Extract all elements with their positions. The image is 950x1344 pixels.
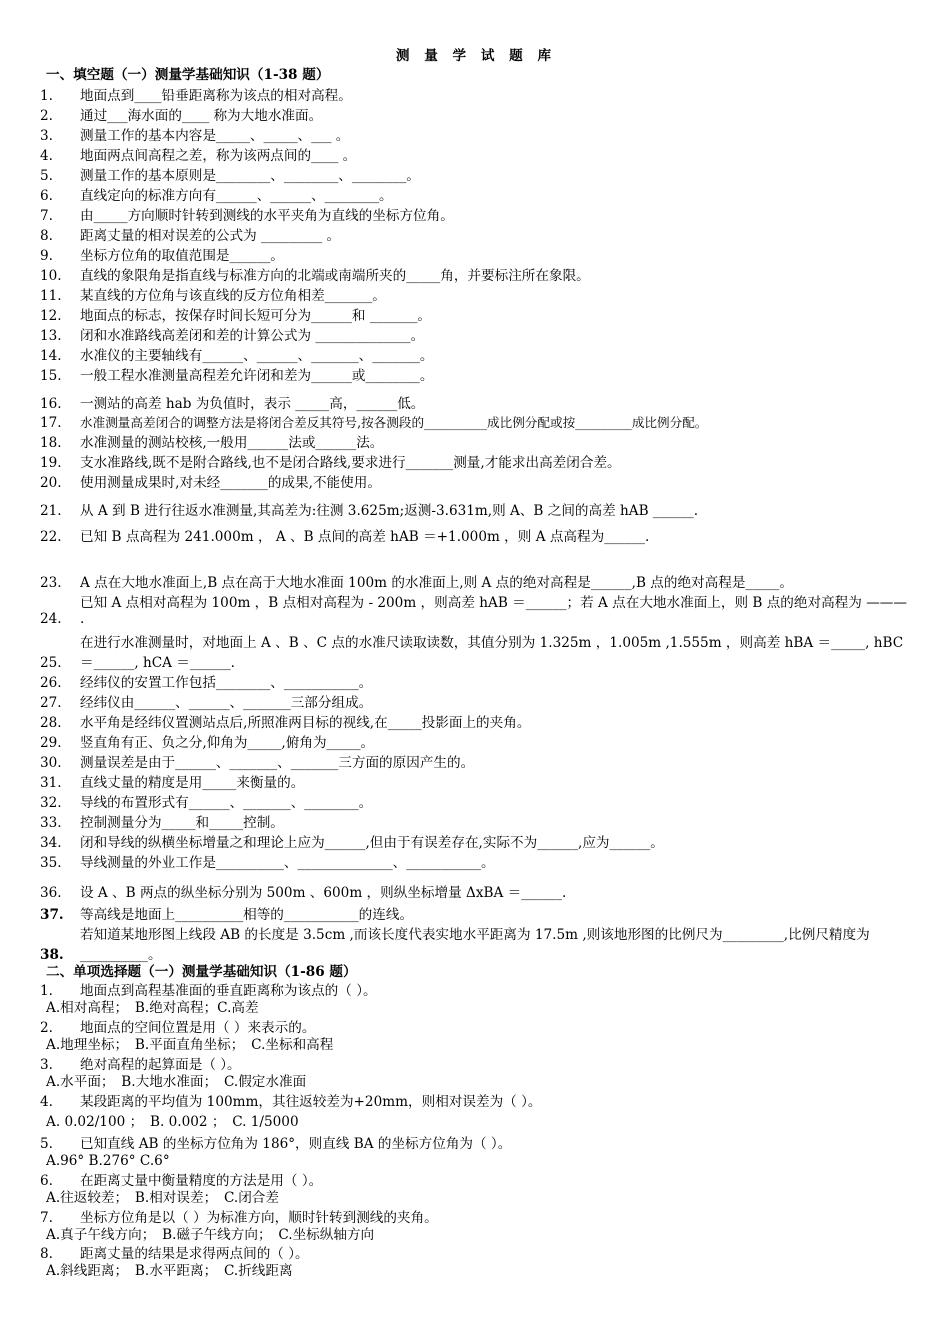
fill-question: [40, 731, 912, 751]
question-number: 6.: [40, 1172, 53, 1189]
question-number: 5.: [40, 1136, 53, 1153]
question-text: 测量误差是由于______、_______、_______三方面的原因产生的。: [80, 755, 475, 771]
question-number: 35.: [40, 855, 62, 871]
fill-question: [40, 184, 912, 204]
question-number: 20.: [40, 475, 62, 491]
choice-question: [40, 1018, 912, 1036]
question-text: 导线测量的外业工作是__________、______________、___________。: [80, 855, 495, 871]
fill-question: [40, 519, 912, 545]
question-text: 闭和水准路线高差闭和差的计算公式为 ______________。: [80, 328, 425, 344]
fill-question: [40, 711, 912, 731]
question-text: 通过___海水面的____ 称为大地水准面。: [80, 108, 323, 124]
question-number: 12.: [40, 308, 62, 324]
answer-options: A.真子午线方向； B.磁子午线方向； C.坐标纵轴方向: [46, 1226, 375, 1243]
question-text: 已知 A 点相对高程为 100m ，B 点相对高程为 - 200m ，则高差 hAB ＝______；若 A 点在大地水准面上，则 B 点的绝对高程为 ——— .: [80, 595, 907, 627]
question-number: 1.: [40, 983, 53, 1000]
question-number: 3.: [40, 1056, 53, 1073]
section-heading-choice: 二、单项选择题（一）测量学基础知识（1-86 题）: [46, 964, 357, 980]
question-number: 10.: [40, 268, 62, 284]
fill-question: [40, 104, 912, 124]
question-text: 地面点的标志，按保存时间长短可分为______和 _______。: [80, 308, 431, 324]
question-text: 水准测量的测站校核,一般用______法或______法。: [80, 435, 384, 451]
fill-question: [40, 264, 912, 284]
question-text: 导线的布置形式有______、_______、________。: [80, 795, 373, 811]
question-text: 测量工作的基本原则是________、________、________。: [80, 168, 420, 184]
question-number: 3.: [40, 128, 53, 144]
question-number: 8.: [40, 228, 53, 244]
choice-question: [40, 981, 912, 999]
question-number: 14.: [40, 348, 62, 364]
question-text: 某直线的方位角与该直线的反方位角相差_______。: [80, 288, 386, 304]
choice-question-list: [40, 981, 912, 1281]
question-text: 已知直线 AB 的坐标方位角为 186°，则直线 BA 的坐标方位角为（ ）。: [80, 1136, 512, 1153]
question-number: 34.: [40, 835, 62, 851]
fill-question: [40, 324, 912, 344]
answer-options: A.水平面； B.大地水准面； C.假定水准面: [46, 1073, 307, 1090]
question-number: 24.: [40, 611, 62, 627]
choice-question: [40, 1091, 912, 1109]
question-number: 17.: [40, 415, 62, 431]
question-number: 5.: [40, 168, 53, 184]
question-text: 地面点到____铅垂距离称为该点的相对高程。: [80, 88, 352, 104]
choice-question: [40, 1207, 912, 1225]
fill-question: [40, 144, 912, 164]
fill-question: [40, 751, 912, 771]
choice-question: [40, 1244, 912, 1262]
fill-question: [40, 451, 912, 471]
question-number: 4.: [40, 148, 53, 164]
question-number: 33.: [40, 815, 62, 831]
question-number: 28.: [40, 715, 62, 731]
question-text: 在进行水准测量时，对地面上 A 、B 、C 点的水准尺读取读数，其值分别为 1.325m ，1.005m ,1.555m ，则高差 hBA ＝_____, hBC ＝______, hCA ＝______.: [80, 635, 904, 671]
question-number: 1.: [40, 88, 53, 104]
fill-question: [40, 431, 912, 451]
answer-options: A.往返较差； B.相对误差； C.闭合差: [46, 1189, 279, 1206]
fill-question: [40, 691, 912, 711]
question-text: 测量工作的基本内容是_____、_____、___ 。: [80, 128, 350, 144]
answer-options: A.地理坐标； B.平面直角坐标； C.坐标和高程: [46, 1037, 334, 1054]
question-text: 坐标方位角的取值范围是______。: [80, 248, 284, 264]
question-number: 26.: [40, 675, 62, 691]
fill-question: [40, 364, 912, 384]
question-text: 已知 B 点高程为 241.000m ， A 、B 点间的高差 hAB ＝+1.000m ，则 A 点高程为______.: [80, 529, 650, 545]
question-number: 2.: [40, 1020, 53, 1037]
question-text: 经纬仪的安置工作包括________、___________。: [80, 675, 373, 691]
question-text: 水准仪的主要轴线有______、______、_______、_______。: [80, 348, 434, 364]
question-number: 21.: [40, 503, 62, 519]
question-text: 从 A 到 B 进行往返水准测量,其高差为:往测 3.625m;返测-3.631m,则 A、B 之间的高差 hAB ______.: [80, 503, 699, 519]
fill-question: [40, 591, 912, 627]
question-text: A 点在大地水准面上,B 点在高于大地水准面 100m 的水准面上,则 A 点的绝对高程是______,B 点的绝对高程是_____。: [80, 575, 793, 591]
question-number: 9.: [40, 248, 53, 264]
question-number: 37.: [40, 907, 64, 923]
fill-question: [40, 831, 912, 851]
question-text: 等高线是地面上__________相等的___________的连线。: [80, 907, 414, 923]
question-number: 4.: [40, 1093, 53, 1110]
question-number: 23.: [40, 575, 62, 591]
question-text: 直线定向的标准方向有______、______、________。: [80, 188, 393, 204]
answer-options: A.相对高程； B.绝对高程；C.高差: [46, 1000, 259, 1017]
question-number: 15.: [40, 368, 62, 384]
fill-question: [40, 284, 912, 304]
question-text: 地面点到高程基准面的垂直距离称为该点的（ ）。: [80, 983, 377, 1000]
question-text: 直线丈量的精度是用_____来衡量的。: [80, 775, 305, 791]
fill-question: [40, 204, 912, 224]
fill-question: [40, 791, 912, 811]
question-text: 控制测量分为_____和_____控制。: [80, 815, 284, 831]
answer-options: A.96° B.276° C.6°: [46, 1153, 170, 1170]
choice-question: [40, 1055, 912, 1073]
question-number: 6.: [40, 188, 53, 204]
question-text: 水平角是经纬仪置测站点后,所照准两目标的视线,在_____投影面上的夹角。: [80, 715, 531, 731]
fill-question: [40, 224, 912, 244]
document-page: [40, 46, 912, 1281]
question-text: 在距离丈量中衡量精度的方法是用（ ）。: [80, 1172, 323, 1189]
question-text: 绝对高程的起算面是（ ）。: [80, 1056, 241, 1073]
question-text: 经纬仪由______、______、_______三部分组成。: [80, 695, 373, 711]
question-number: 2.: [40, 108, 53, 124]
fill-question: [40, 923, 912, 963]
fill-question: [40, 344, 912, 364]
question-text: 地面两点间高程之差，称为该两点间的____ 。: [80, 148, 357, 164]
question-text: 水准测量高差闭合的调整方法是将闭合差反其符号,按各测段的__________成比例分配或按_________成比例分配。: [80, 415, 708, 430]
question-number: 31.: [40, 775, 62, 791]
fill-question: [40, 627, 912, 671]
question-number: 36.: [40, 885, 62, 901]
answer-options: A. 0.02/100 ； B. 0.002 ； C. 1/5000: [46, 1113, 299, 1130]
question-number: 32.: [40, 795, 62, 811]
section-heading-fill: 一、填空题（一）测量学基础知识（1-38 题）: [46, 67, 330, 83]
choice-question: [40, 1171, 912, 1189]
question-text: 闭和导线的纵横坐标增量之和理论上应为______,但由于有误差存在,实际不为______,应为______。: [80, 835, 664, 851]
fill-question: [40, 384, 912, 412]
fill-question: [40, 471, 912, 491]
question-text: 距离丈量的结果是求得两点间的（ ）。: [80, 1246, 309, 1263]
fill-question: [40, 124, 912, 144]
question-text: 坐标方位角是以（ ）为标准方向，顺时针转到测线的夹角。: [80, 1209, 438, 1226]
question-text: 由_____方向顺时针转到测线的水平夹角为直线的坐标方位角。: [80, 208, 454, 224]
question-text: 竖直角有正、负之分,仰角为_____,俯角为_____。: [80, 735, 375, 751]
fill-question: [40, 412, 912, 431]
question-text: 地面点的空间位置是用（ ）来表示的。: [80, 1020, 316, 1037]
question-text: 一般工程水准测量高程差允许闭和差为______或________。: [80, 368, 434, 384]
question-text: 某段距离的平均值为 100mm，其往返较差为+20mm，则相对误差为（ ）。: [80, 1093, 542, 1110]
question-text: 一测站的高差 hab 为负值时，表示 _____高，______低。: [80, 396, 425, 412]
question-number: 18.: [40, 435, 62, 451]
question-number: 30.: [40, 755, 62, 771]
fill-question: [40, 811, 912, 831]
question-text: 使用测量成果时,对未经_______的成果,不能使用。: [80, 475, 381, 491]
fill-question: [40, 244, 912, 264]
question-text: 直线的象限角是指直线与标准方向的北端或南端所夹的_____角，并要标注所在象限。: [80, 268, 590, 284]
answer-options: A.斜线距离； B.水平距离； C.折线距离: [46, 1263, 293, 1280]
question-number: 38.: [40, 947, 64, 963]
question-number: 19.: [40, 455, 62, 471]
fill-question: [40, 545, 912, 591]
question-number: 16.: [40, 396, 62, 412]
page-title: 测 量 学 试 题 库: [395, 48, 557, 64]
question-text: 距离丈量的相对误差的公式为 _________ 。: [80, 228, 341, 244]
fill-question: [40, 871, 912, 901]
fill-question: [40, 84, 912, 104]
fill-question: [40, 851, 912, 871]
fill-question: [40, 671, 912, 691]
question-text: 支水准路线,既不是附合路线,也不是闭合路线,要求进行_______测量,才能求出高差闭合差。: [80, 455, 621, 471]
question-number: 11.: [40, 288, 62, 304]
fill-question: [40, 164, 912, 184]
fill-question: [40, 491, 912, 519]
question-number: 27.: [40, 695, 62, 711]
fill-question: [40, 771, 912, 791]
fill-question: [40, 901, 912, 923]
question-number: 8.: [40, 1246, 53, 1263]
fill-question: [40, 304, 912, 324]
question-number: 7.: [40, 1209, 53, 1226]
question-number: 13.: [40, 328, 62, 344]
choice-question: [40, 1134, 912, 1152]
question-number: 22.: [40, 529, 62, 545]
question-number: 29.: [40, 735, 62, 751]
question-text: 若知道某地形图上线段 AB 的长度是 3.5cm ,而该长度代表实地水平距离为 17.5m ,则该地形图的比例尺为_________,比例尺精度为__________。: [80, 927, 870, 963]
question-text: 设 A 、B 两点的纵坐标分别为 500m 、600m ，则纵坐标增量 ΔxBA ＝______.: [80, 885, 567, 901]
question-number: 25.: [40, 655, 62, 671]
fill-question-list: [40, 84, 912, 963]
question-number: 7.: [40, 208, 53, 224]
